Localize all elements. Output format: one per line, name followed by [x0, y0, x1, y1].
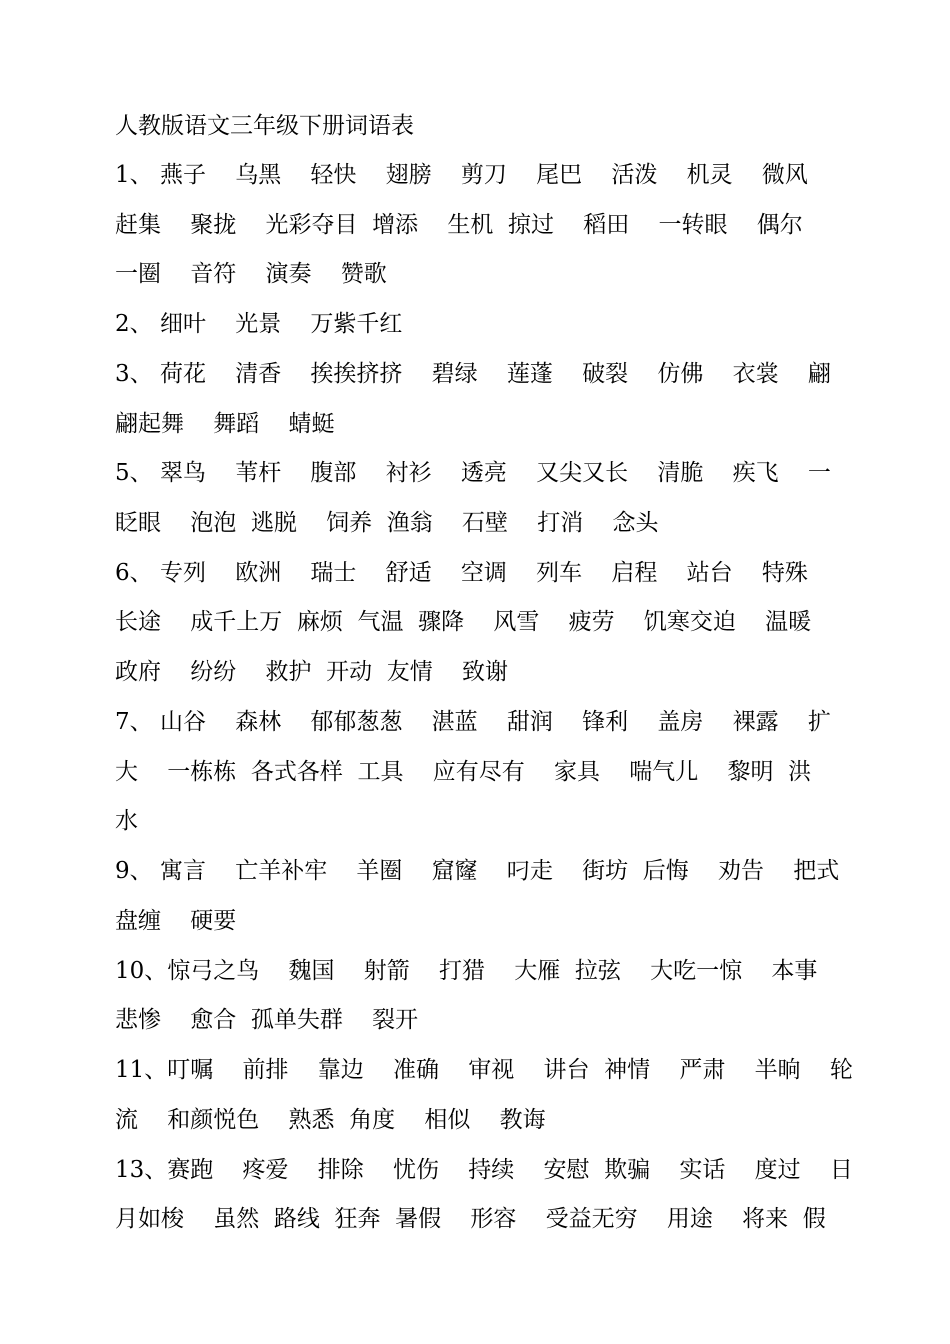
text-line: 3、 荷花 清香 挨挨挤挤 碧绿 莲蓬 破裂 仿佛 衣裳 翩 — [115, 361, 831, 387]
text-line: 流 和颜悦色 熟悉 角度 相似 教诲 — [115, 1107, 546, 1133]
text-line: 2、 细叶 光景 万紫千红 — [115, 311, 403, 337]
text-line: 10、惊弓之鸟 魏国 射箭 打猎 大雁 拉弦 大吃一惊 本事 — [115, 958, 818, 984]
text-line: 一圈 音符 演奏 赞歌 — [115, 261, 387, 287]
text-line: 悲惨 愈合 孤单失群 裂开 — [115, 1007, 419, 1033]
text-line: 盘缠 硬要 — [115, 908, 237, 934]
text-line: 7、 山谷 森林 郁郁葱葱 湛蓝 甜润 锋利 盖房 裸露 扩 — [115, 709, 831, 735]
text-line: 翩起舞 舞蹈 蜻蜓 — [115, 411, 335, 437]
document-title: 人教版语文三年级下册词语表 — [115, 113, 414, 139]
text-line: 1、 燕子 乌黑 轻快 翅膀 剪刀 尾巴 活泼 机灵 微风 — [115, 162, 808, 188]
text-line: 9、 寓言 亡羊补牢 羊圈 窟窿 叼走 街坊 后悔 劝告 把式 — [115, 858, 840, 884]
text-line: 5、 翠鸟 苇杆 腹部 衬衫 透亮 又尖又长 清脆 疾飞 一 — [115, 460, 831, 486]
text-line: 13、赛跑 疼爱 排除 忧伤 持续 安慰 欺骗 实话 度过 日 — [115, 1157, 853, 1183]
text-line: 月如梭 虽然 路线 狂奔 暑假 形容 受益无穷 用途 将来 假 — [115, 1206, 826, 1232]
text-line: 长途 成千上万 麻烦 气温 骤降 风雪 疲劳 饥寒交迫 温暖 — [115, 609, 812, 635]
text-line: 6、 专列 欧洲 瑞士 舒适 空调 列车 启程 站台 特殊 — [115, 560, 808, 586]
text-line: 眨眼 泡泡 逃脱 饲养 渔翁 石壁 打消 念头 — [115, 510, 659, 536]
text-line: 赶集 聚拢 光彩夺目 增添 生机 掠过 稻田 一转眼 偶尔 — [115, 212, 803, 238]
text-line: 政府 纷纷 救护 开动 友情 致谢 — [115, 659, 508, 685]
text-line: 水 — [115, 808, 138, 834]
text-line: 大 一栋栋 各式各样 工具 应有尽有 家具 喘气儿 黎明 洪 — [115, 759, 812, 785]
text-line: 11、叮嘱 前排 靠边 准确 审视 讲台 神情 严肃 半晌 轮 — [115, 1057, 853, 1083]
